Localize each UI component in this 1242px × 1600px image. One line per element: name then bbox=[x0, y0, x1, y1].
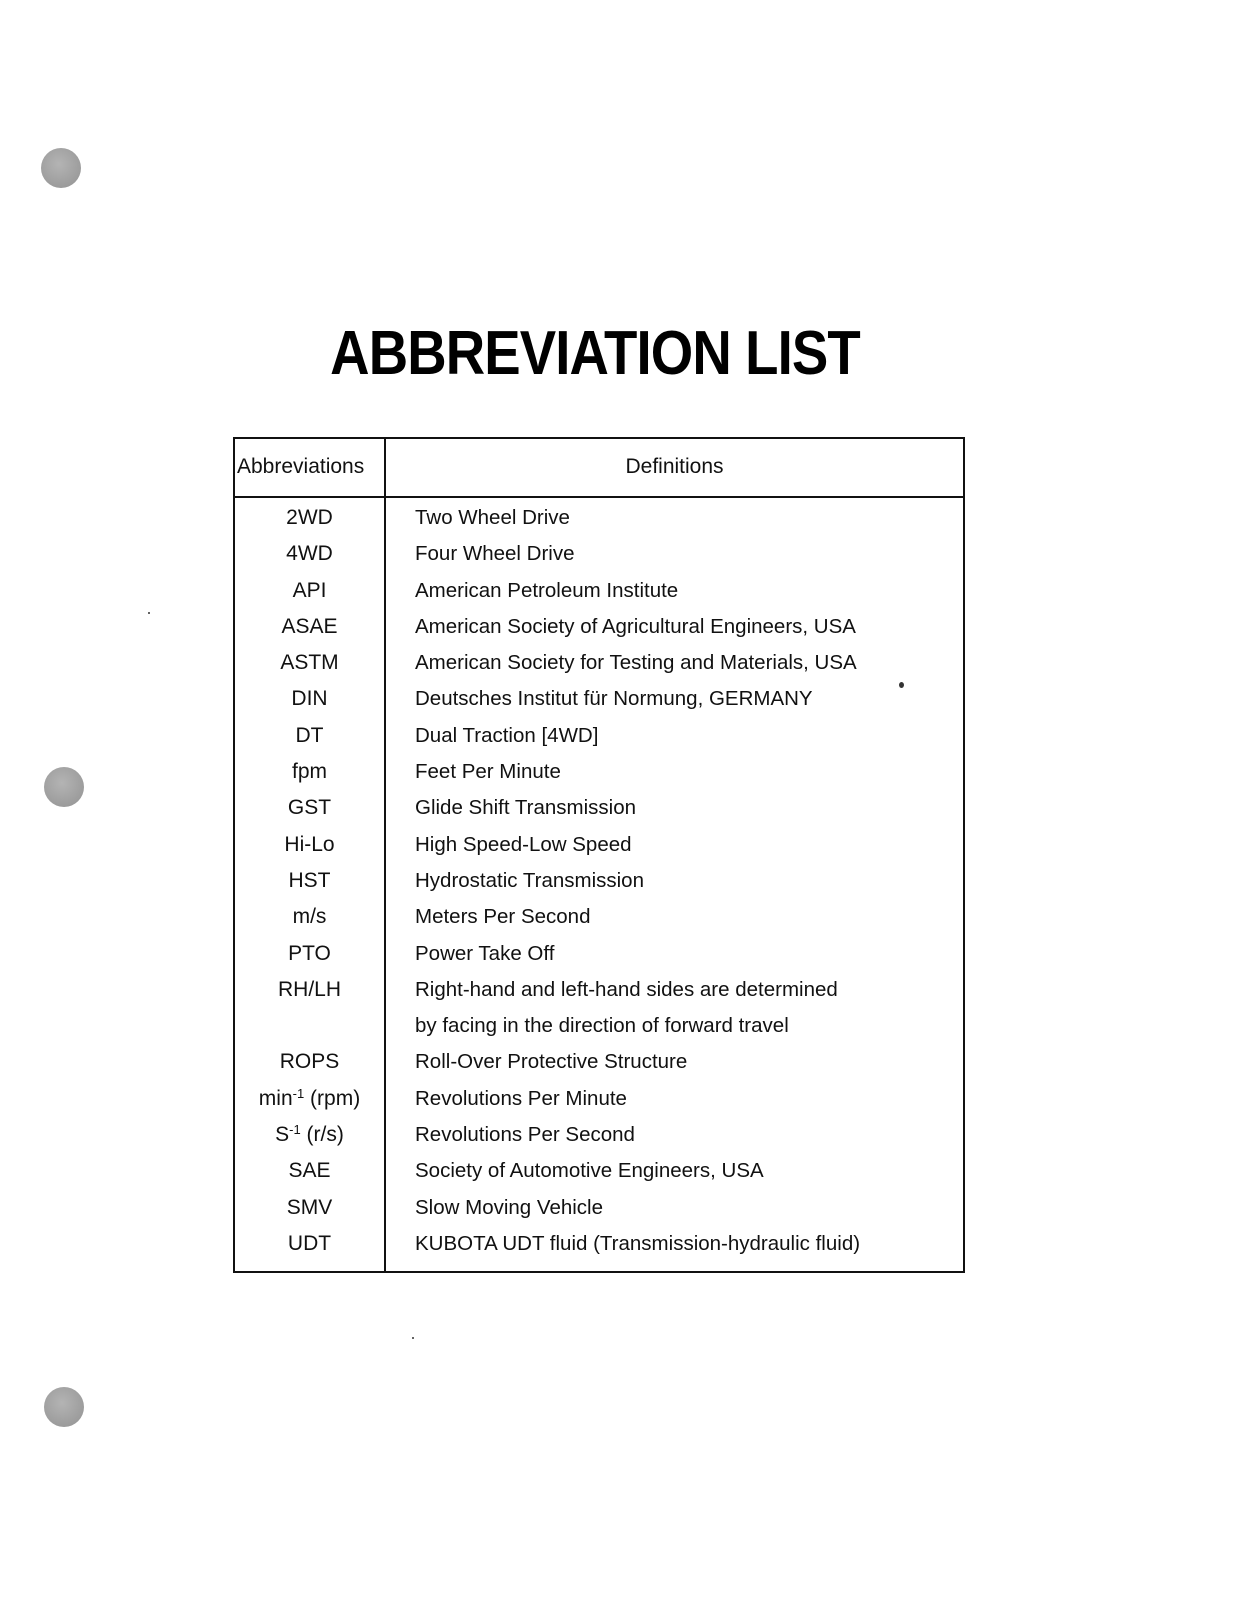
definition-cell: Feet Per Minute bbox=[415, 760, 561, 784]
definition-cell: Hydrostatic Transmission bbox=[415, 868, 644, 892]
punch-hole bbox=[41, 148, 81, 188]
abbreviation-cell: HST bbox=[288, 868, 331, 892]
table-row-continuation bbox=[235, 1008, 963, 1044]
abbreviation-cell: SMV bbox=[286, 1195, 333, 1219]
table-row bbox=[235, 899, 963, 935]
definition-cell: Roll-Over Protective Structure bbox=[415, 1050, 688, 1074]
definition-cell: High Speed-Low Speed bbox=[415, 832, 632, 856]
definition-cell: Four Wheel Drive bbox=[415, 542, 575, 566]
table-row bbox=[235, 1044, 963, 1080]
header-definitions: Definitions bbox=[625, 455, 724, 478]
abbreviation-cell: RH/LH bbox=[277, 977, 341, 1001]
definition-cell: Revolutions Per Second bbox=[415, 1123, 635, 1147]
abbreviation-cell: ROPS bbox=[279, 1050, 340, 1074]
table-row bbox=[235, 718, 963, 754]
abbreviation-cell: DT bbox=[295, 723, 324, 747]
definition-cell-continuation: by facing in the direction of forward travel bbox=[415, 1014, 789, 1038]
abbreviation-cell: 4WD bbox=[286, 542, 333, 566]
table-row bbox=[235, 1226, 963, 1262]
page-title: ABBREVIATION LIST bbox=[330, 319, 860, 388]
abbreviation-cell: PTO bbox=[288, 941, 331, 965]
abbreviation-superscript: -1 bbox=[292, 1085, 305, 1101]
definition-cell: Two Wheel Drive bbox=[415, 506, 570, 529]
table-row bbox=[235, 754, 963, 790]
table-row bbox=[235, 500, 963, 536]
table-row bbox=[235, 645, 963, 681]
definition-cell: American Petroleum Institute bbox=[415, 578, 679, 602]
table-row bbox=[235, 609, 963, 645]
table-row bbox=[235, 827, 963, 863]
scan-speck bbox=[148, 612, 150, 614]
definition-cell: Power Take Off bbox=[415, 941, 555, 965]
table-row bbox=[235, 936, 963, 972]
definition-cell: Society of Automotive Engineers, USA bbox=[415, 1159, 764, 1183]
table-row bbox=[235, 972, 963, 1008]
definition-cell: KUBOTA UDT fluid (Transmission-hydraulic fluid) bbox=[415, 1231, 861, 1255]
table-row bbox=[235, 681, 963, 717]
definition-cell: American Society for Testing and Materials, USA bbox=[415, 651, 857, 675]
definition-cell: Right-hand and left-hand sides are determined bbox=[415, 977, 838, 1001]
abbreviation-cell: ASTM bbox=[280, 651, 339, 675]
abbreviation-cell: DIN bbox=[291, 687, 328, 711]
table-row bbox=[235, 790, 963, 826]
scan-speck bbox=[412, 1337, 414, 1339]
abbreviation-cell: fpm bbox=[291, 760, 327, 784]
table-row bbox=[235, 1190, 963, 1226]
table-row bbox=[235, 863, 963, 899]
definition-cell: Deutsches Institut für Normung, GERMANY bbox=[415, 687, 813, 711]
header-abbreviations: Abbreviations bbox=[237, 455, 365, 478]
abbreviation-table bbox=[233, 437, 965, 1273]
definition-cell: Slow Moving Vehicle bbox=[415, 1195, 604, 1219]
table-row bbox=[235, 1117, 963, 1153]
abbreviation-superscript: -1 bbox=[289, 1122, 301, 1138]
punch-hole bbox=[44, 767, 84, 807]
abbreviation-cell: GST bbox=[287, 796, 332, 820]
abbreviation-cell: UDT bbox=[287, 1231, 332, 1255]
table-row bbox=[235, 573, 963, 609]
table-body bbox=[235, 500, 963, 1262]
abbreviation-suffix: (rpm) bbox=[304, 1086, 361, 1110]
abbreviation-cell: Hi-Lo bbox=[284, 832, 335, 856]
abbreviation-base: S bbox=[275, 1123, 290, 1147]
definition-cell: Revolutions Per Minute bbox=[415, 1086, 627, 1110]
abbreviation-cell: ASAE bbox=[281, 614, 338, 638]
abbreviation-cell bbox=[235, 1117, 384, 1153]
punch-hole bbox=[44, 1387, 84, 1427]
definition-cell: Dual Traction [4WD] bbox=[415, 723, 599, 747]
definition-cell: American Society of Agricultural Engineers, USA bbox=[415, 614, 856, 638]
abbreviation-cell: API bbox=[292, 578, 327, 602]
definition-cell: Meters Per Second bbox=[415, 905, 591, 929]
table-row bbox=[235, 1153, 963, 1189]
abbreviation-cell: SAE bbox=[288, 1159, 331, 1183]
table-header bbox=[235, 439, 963, 498]
table-row bbox=[235, 536, 963, 572]
table-row bbox=[235, 1081, 963, 1117]
abbreviation-base: min bbox=[258, 1086, 293, 1110]
abbreviation-cell: 2WD bbox=[286, 506, 333, 529]
abbreviation-cell bbox=[235, 1081, 384, 1117]
abbreviation-suffix: (r/s) bbox=[300, 1123, 344, 1147]
abbreviation-cell: m/s bbox=[292, 905, 327, 929]
definition-cell: Glide Shift Transmission bbox=[415, 796, 637, 820]
